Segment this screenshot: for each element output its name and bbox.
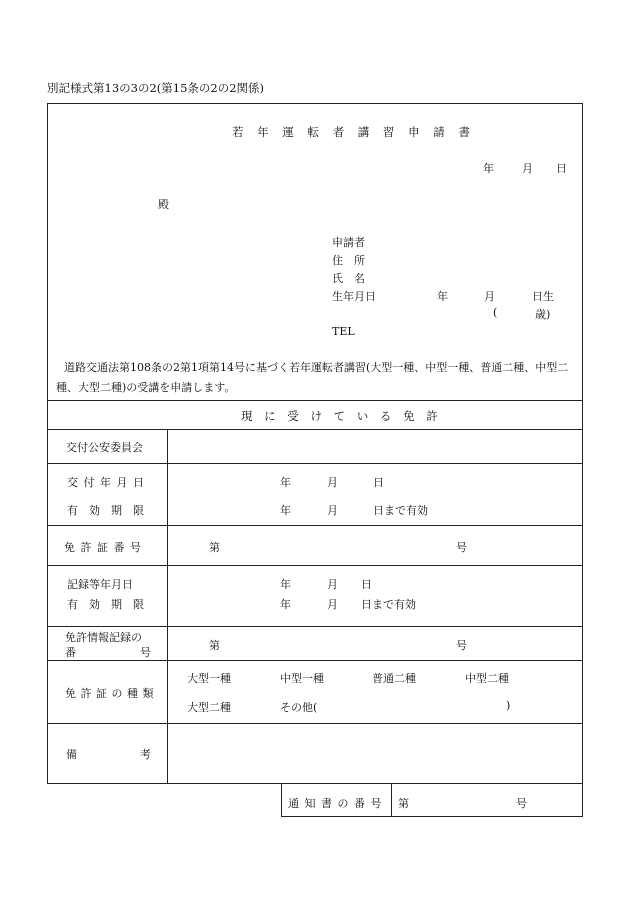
- issue-year-label: 年: [280, 476, 291, 489]
- valid-year-label: 年: [280, 504, 291, 517]
- record-number-prefix: 第: [209, 639, 220, 652]
- divider: [47, 525, 583, 526]
- remarks-label-char1: 備: [66, 748, 77, 761]
- license-number-suffix: 号: [456, 541, 467, 554]
- age-open-paren: (: [493, 306, 498, 319]
- record-validity-label: 有 効 期 限: [67, 598, 144, 611]
- birth-day-label: 日生: [532, 290, 554, 303]
- license-number-prefix: 第: [209, 541, 220, 554]
- type-large-class2: 大型二種: [187, 701, 231, 714]
- type-medium-class1: 中型一種: [280, 672, 324, 685]
- record-year-label: 年: [280, 578, 291, 591]
- date-month-label: 月: [522, 162, 533, 175]
- column-divider: [167, 429, 168, 784]
- record-number-label-line2b: 号: [140, 646, 151, 659]
- form-reference-note: 別記様式第13の3の2(第15条の2の2関係): [47, 81, 265, 95]
- valid-until-label: 日まで有効: [373, 504, 428, 517]
- notice-number-prefix: 第: [398, 797, 409, 810]
- license-section-title: 現 に 受 け て い る 免 許: [241, 409, 442, 423]
- divider: [47, 660, 583, 661]
- notice-number-label: 通 知 書 の 番 号: [288, 797, 383, 810]
- application-statement: 道路交通法第108条の2第1項第14号に基づく若年運転者講習(大型一種、中型一種、普通二種、中型二種、大型二種)の受講を申請します。: [56, 361, 569, 394]
- birth-year-label: 年: [437, 290, 448, 303]
- applicant-heading: 申請者: [332, 236, 365, 249]
- notice-number-suffix: 号: [516, 797, 527, 810]
- license-number-label: 免 許 証 番 号: [64, 541, 142, 554]
- divider: [47, 626, 583, 627]
- divider: [47, 463, 583, 464]
- issuing-commission-label: 交付公安委員会: [66, 441, 143, 454]
- issue-month-label: 月: [327, 476, 338, 489]
- record-valid-until-label: 日まで有効: [361, 598, 416, 611]
- record-valid-year-label: 年: [280, 598, 291, 611]
- type-medium-class2: 中型二種: [465, 672, 509, 685]
- type-other-open: その他(: [280, 701, 318, 714]
- date-year-label: 年: [483, 162, 494, 175]
- issue-date-label: 交 付 年 月 日: [67, 476, 145, 489]
- divider: [47, 723, 583, 724]
- record-number-suffix: 号: [456, 639, 467, 652]
- type-other-close: ): [506, 699, 511, 712]
- record-date-label: 記録等年月日: [67, 578, 133, 591]
- tel-label: TEL: [332, 325, 355, 338]
- record-month-label: 月: [327, 578, 338, 591]
- column-divider: [391, 784, 392, 817]
- divider: [47, 565, 583, 566]
- record-valid-month-label: 月: [327, 598, 338, 611]
- age-label: 歳): [535, 308, 551, 321]
- validity-label: 有 効 期 限: [67, 504, 144, 517]
- record-number-label-line1: 免許情報記録の: [65, 631, 142, 644]
- license-type-label: 免 許 証 の 種 類: [65, 687, 154, 700]
- addressee-honorific: 殿: [158, 198, 169, 211]
- remarks-label-char2: 考: [140, 748, 151, 761]
- divider: [47, 429, 583, 430]
- type-normal-class2: 普通二種: [372, 672, 416, 685]
- address-label: 住 所: [332, 254, 365, 267]
- name-label: 氏 名: [332, 272, 365, 285]
- issue-day-label: 日: [373, 476, 384, 489]
- type-large-class1: 大型一種: [187, 672, 231, 685]
- date-day-label: 日: [556, 162, 567, 175]
- valid-month-label: 月: [327, 504, 338, 517]
- form-title: 若 年 運 転 者 講 習 申 請 書: [232, 125, 475, 139]
- record-day-label: 日: [361, 578, 372, 591]
- birth-month-label: 月: [484, 290, 495, 303]
- divider: [47, 400, 583, 401]
- record-number-label-line2a: 番: [65, 646, 76, 659]
- birthdate-label: 生年月日: [332, 290, 376, 303]
